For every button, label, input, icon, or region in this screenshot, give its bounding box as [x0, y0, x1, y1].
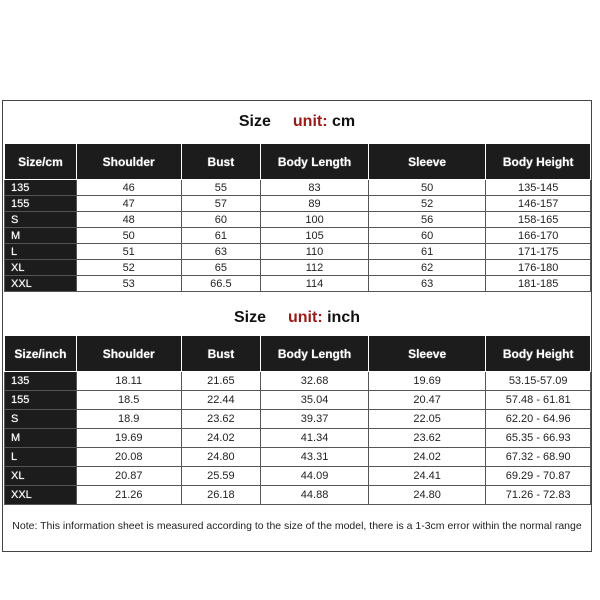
- size-label: XXL: [5, 486, 77, 505]
- cm-size-table: [4, 143, 591, 292]
- size-label: M: [5, 429, 77, 448]
- size-chart-sheet: [2, 100, 592, 552]
- table-cell: 57.48 - 61.81: [486, 391, 591, 410]
- cm-header-row: [5, 144, 591, 180]
- table-cell: 71.26 - 72.83: [486, 486, 591, 505]
- inch-header-bust: Bust: [181, 336, 261, 372]
- size-label: S: [5, 212, 77, 228]
- table-cell: 61: [368, 244, 486, 260]
- inch-section-title: [3, 309, 591, 327]
- size-label: L: [5, 244, 77, 260]
- table-cell: 60: [181, 212, 261, 228]
- table-cell: 24.02: [368, 448, 486, 467]
- table-cell: 50: [368, 180, 486, 196]
- size-label: 155: [5, 391, 77, 410]
- table-cell: 18.11: [76, 372, 181, 391]
- size-label: XL: [5, 467, 77, 486]
- table-cell: 47: [76, 196, 181, 212]
- table-cell: 24.80: [368, 486, 486, 505]
- table-cell: 176-180: [486, 260, 591, 276]
- inch-size-table: [4, 335, 591, 505]
- table-cell: 66.5: [181, 276, 261, 292]
- size-label: 135: [5, 180, 77, 196]
- inch-header-shoulder: Shoulder: [76, 336, 181, 372]
- table-cell: 146-157: [486, 196, 591, 212]
- inch-header-row: [5, 336, 591, 372]
- table-cell: 63: [368, 276, 486, 292]
- cm-header-sleeve: Sleeve: [368, 144, 486, 180]
- table-cell: 62: [368, 260, 486, 276]
- cm-header-shoulder: Shoulder: [76, 144, 181, 180]
- size-label: L: [5, 448, 77, 467]
- table-row: [5, 260, 591, 276]
- table-cell: 53: [76, 276, 181, 292]
- inch-unit-label: unit:: [288, 309, 323, 326]
- table-cell: 171-175: [486, 244, 591, 260]
- table-row: [5, 429, 591, 448]
- table-cell: 105: [261, 228, 369, 244]
- table-cell: 43.31: [261, 448, 369, 467]
- table-cell: 114: [261, 276, 369, 292]
- table-cell: 52: [76, 260, 181, 276]
- table-cell: 19.69: [76, 429, 181, 448]
- table-cell: 112: [261, 260, 369, 276]
- table-cell: 20.87: [76, 467, 181, 486]
- table-cell: 110: [261, 244, 369, 260]
- size-label: 155: [5, 196, 77, 212]
- cm-header-size: Size/cm: [5, 144, 77, 180]
- table-cell: 181-185: [486, 276, 591, 292]
- table-cell: 63: [181, 244, 261, 260]
- table-row: [5, 391, 591, 410]
- table-cell: 24.41: [368, 467, 486, 486]
- table-cell: 65: [181, 260, 261, 276]
- table-cell: 18.9: [76, 410, 181, 429]
- table-cell: 25.59: [181, 467, 261, 486]
- table-cell: 100: [261, 212, 369, 228]
- table-row: [5, 196, 591, 212]
- cm-unit-value: cm: [332, 113, 356, 130]
- table-cell: 60: [368, 228, 486, 244]
- table-cell: 46: [76, 180, 181, 196]
- table-cell: 48: [76, 212, 181, 228]
- cm-title-text: Size: [238, 113, 271, 130]
- table-cell: 61: [181, 228, 261, 244]
- table-cell: 57: [181, 196, 261, 212]
- table-cell: 89: [261, 196, 369, 212]
- table-cell: 19.69: [368, 372, 486, 391]
- inch-header-size: Size/inch: [5, 336, 77, 372]
- table-row: [5, 467, 591, 486]
- table-cell: 44.09: [261, 467, 369, 486]
- table-row: [5, 244, 591, 260]
- table-cell: 35.04: [261, 391, 369, 410]
- table-cell: 53.15-57.09: [486, 372, 591, 391]
- table-cell: 21.65: [181, 372, 261, 391]
- table-cell: 23.62: [181, 410, 261, 429]
- table-row: [5, 276, 591, 292]
- table-cell: 56: [368, 212, 486, 228]
- table-cell: 32.68: [261, 372, 369, 391]
- size-label: 135: [5, 372, 77, 391]
- size-label: M: [5, 228, 77, 244]
- table-cell: 24.80: [181, 448, 261, 467]
- table-cell: 18.5: [76, 391, 181, 410]
- table-cell: 44.88: [261, 486, 369, 505]
- table-cell: 69.29 - 70.87: [486, 467, 591, 486]
- inch-header-body-length: Body Length: [261, 336, 369, 372]
- table-cell: 158-165: [486, 212, 591, 228]
- table-cell: 65.35 - 66.93: [486, 429, 591, 448]
- cm-section-title: [3, 113, 591, 131]
- table-row: [5, 212, 591, 228]
- cm-header-body-length: Body Length: [261, 144, 369, 180]
- table-cell: 135-145: [486, 180, 591, 196]
- table-cell: 22.44: [181, 391, 261, 410]
- size-label: XL: [5, 260, 77, 276]
- table-cell: 39.37: [261, 410, 369, 429]
- table-cell: 55: [181, 180, 261, 196]
- inch-title-text: Size: [233, 309, 266, 326]
- size-label: S: [5, 410, 77, 429]
- table-row: [5, 180, 591, 196]
- table-cell: 52: [368, 196, 486, 212]
- cm-unit-label: unit:: [292, 113, 328, 130]
- table-cell: 20.08: [76, 448, 181, 467]
- table-cell: 41.34: [261, 429, 369, 448]
- table-row: [5, 372, 591, 391]
- table-cell: 22.05: [368, 410, 486, 429]
- table-cell: 21.26: [76, 486, 181, 505]
- table-row: [5, 486, 591, 505]
- inch-unit-value: inch: [327, 309, 360, 326]
- table-cell: 20.47: [368, 391, 486, 410]
- table-cell: 166-170: [486, 228, 591, 244]
- table-row: [5, 448, 591, 467]
- inch-header-body-height: Body Height: [486, 336, 591, 372]
- table-cell: 50: [76, 228, 181, 244]
- table-cell: 51: [76, 244, 181, 260]
- cm-header-bust: Bust: [181, 144, 261, 180]
- table-row: [5, 410, 591, 429]
- measurement-note: Note: This information sheet is measured according to the size of the model, there is a 1-3cm error within the normal range: [12, 520, 582, 532]
- size-label: XXL: [5, 276, 77, 292]
- inch-header-sleeve: Sleeve: [368, 336, 486, 372]
- table-cell: 62.20 - 64.96: [486, 410, 591, 429]
- cm-header-body-height: Body Height: [486, 144, 591, 180]
- table-cell: 26.18: [181, 486, 261, 505]
- table-row: [5, 228, 591, 244]
- table-cell: 24.02: [181, 429, 261, 448]
- table-cell: 67.32 - 68.90: [486, 448, 591, 467]
- table-cell: 23.62: [368, 429, 486, 448]
- table-cell: 83: [261, 180, 369, 196]
